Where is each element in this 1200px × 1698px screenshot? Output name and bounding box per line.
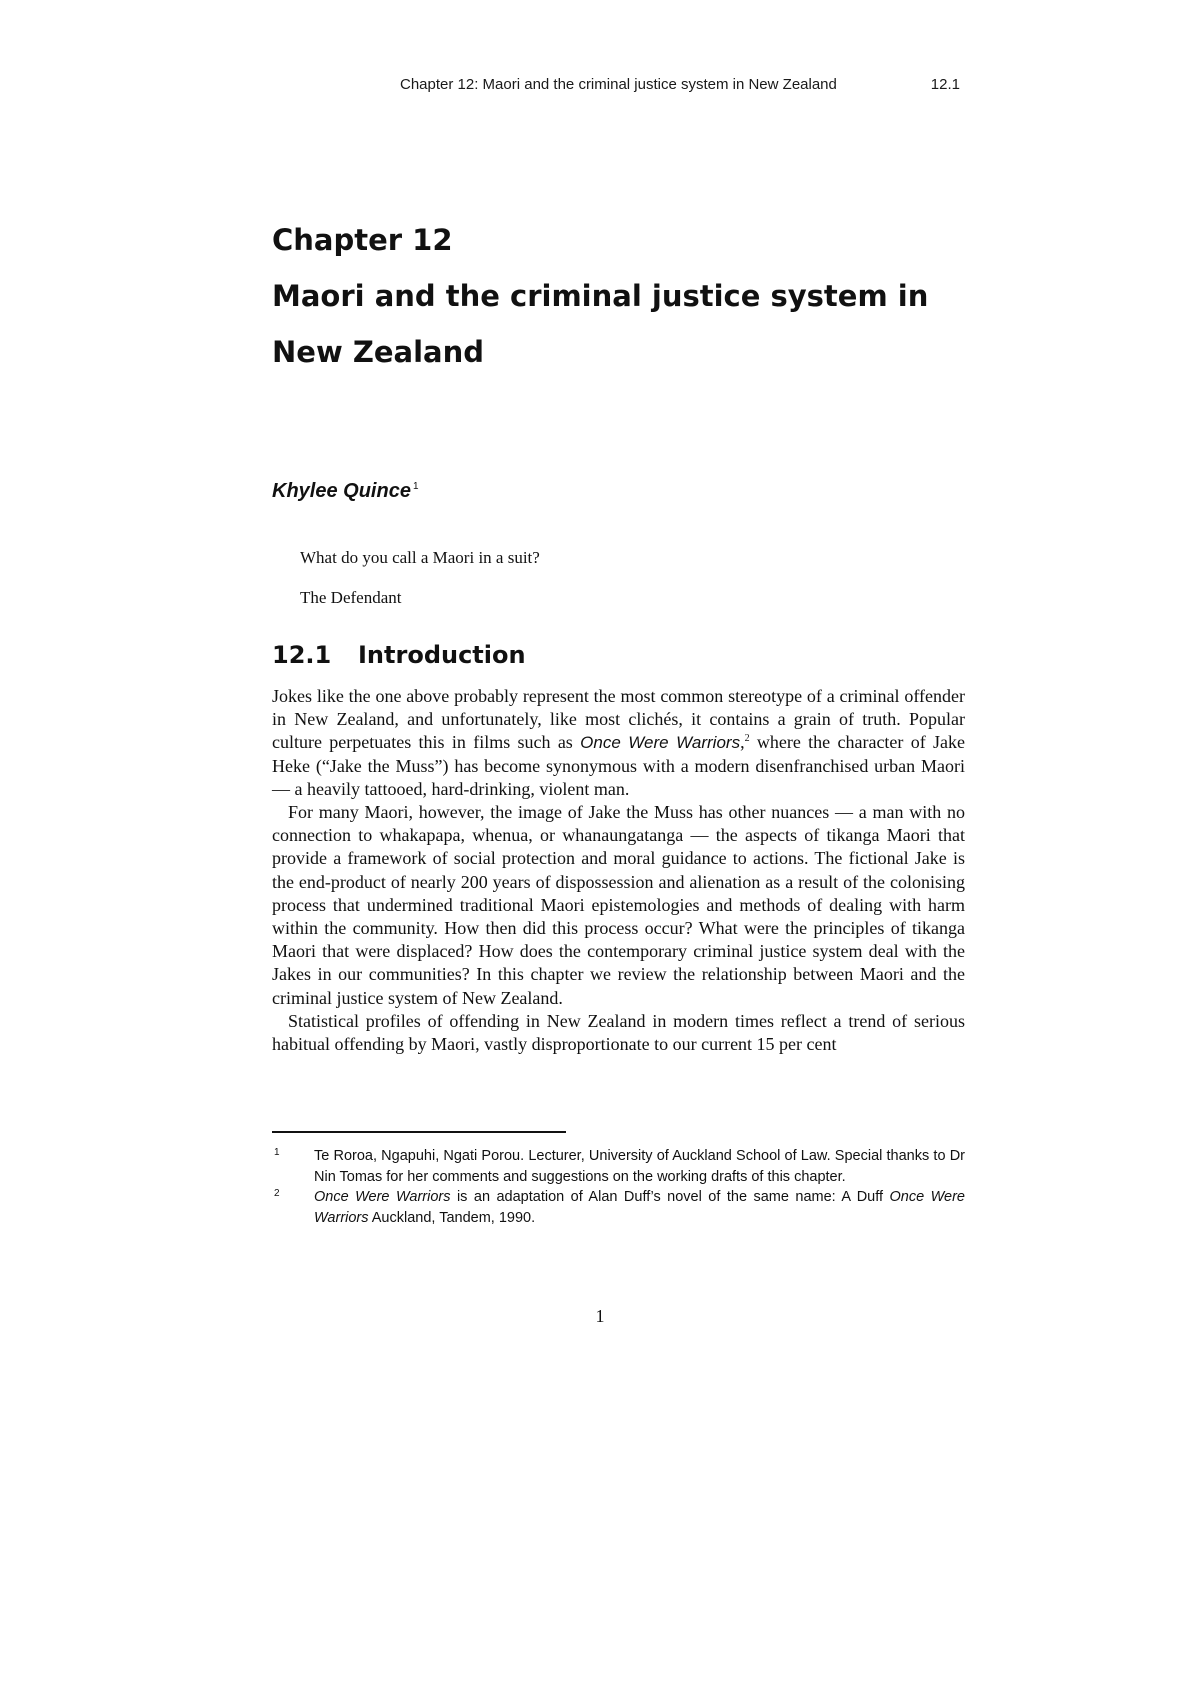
footnote-2-italic-a: Once Were Warriors: [314, 1189, 451, 1205]
running-head-section-number: 12.1: [930, 76, 960, 93]
author-name: Khylee Quince: [272, 480, 411, 502]
chapter-label: Chapter 12: [272, 223, 453, 257]
footnote-1-mark: 1: [274, 1147, 280, 1158]
footnote-2-text-b: Auckland, Tandem, 1990.: [368, 1209, 536, 1226]
footnote-divider: [272, 1131, 566, 1133]
chapter-heading: [272, 212, 972, 380]
section-title: Introduction: [358, 641, 526, 669]
footnote-2-italic-b: Once Were Warriors: [314, 1189, 966, 1226]
footnote-1: [272, 1146, 965, 1187]
footnotes: [272, 1146, 965, 1228]
paragraph-1-punct: ,: [740, 732, 745, 753]
author-line: [272, 480, 419, 503]
paragraph-3: Statistical profiles of offending in New Zealand in modern times reflect a trend of serious habitual offending by Maori, vastly disproportionate to our current 15 per cent: [272, 1010, 965, 1055]
epigraph-answer: The Defendant: [300, 588, 402, 607]
footnote-2-mark: 2: [274, 1188, 280, 1199]
chapter-title-line-2: New Zealand: [272, 335, 485, 369]
paragraph-1-text-b: where the character of Jake Heke (“Jake the Muss”) has become synonymous with a modern disenfranchised urban Maori — a heavily tattooed, hard-drinking, violent man.: [272, 732, 966, 799]
running-head-title: Chapter 12: Maori and the criminal justice system in New Zealand: [400, 76, 837, 93]
footnote-1-text: Te Roroa, Ngapuhi, Ngati Porou. Lecturer, University of Auckland School of Law. Special thanks to Dr Nin Tomas for her comments and suggestions on the working drafts of this chapter.: [314, 1148, 965, 1185]
section-number: 12.1: [272, 641, 332, 669]
epigraph-question: What do you call a Maori in a suit?: [300, 548, 540, 567]
footnote-2-text-a: is an adaptation of Alan Duff’s novel of the same name: A Duff: [450, 1189, 890, 1205]
film-title: Once Were Warriors: [580, 733, 741, 753]
chapter-title-line-1: Maori and the criminal justice system in: [272, 279, 929, 313]
page-number: 1: [595, 1306, 605, 1326]
footnote-ref-2: 2: [744, 733, 750, 745]
section-heading: [272, 641, 526, 669]
author-footnote-mark: 1: [412, 481, 419, 493]
epigraph: [300, 538, 540, 618]
paragraph-1-text-a: Jokes like the one above probably represent the most common stereotype of a criminal offender in New Zealand, and unfortunately, like most clichés, it contains a grain of truth. Popular culture perpetuates this in films such as: [272, 686, 965, 753]
paragraph-1: [272, 685, 965, 801]
body-text: [272, 685, 965, 1056]
footnote-2: [272, 1187, 965, 1228]
paragraph-2: For many Maori, however, the image of Jake the Muss has other nuances — a man with no connection to whakapapa, whenua, or whanaungatanga — the aspects of tikanga Maori that provide a framework of social protection and moral guidance to actions. The fictional Jake is the end-product of nearly 200 years of dispossession and alienation as a result of the colonising process that undermined traditional Maori epistemologies and methods of dealing with harm within the community. How then did this process occur? What were the principles of tikanga Maori that were displaced? How does the contemporary criminal justice system deal with the Jakes in our communities? In this chapter we review the relationship between Maori and the criminal justice system of New Zealand.: [272, 802, 965, 1008]
